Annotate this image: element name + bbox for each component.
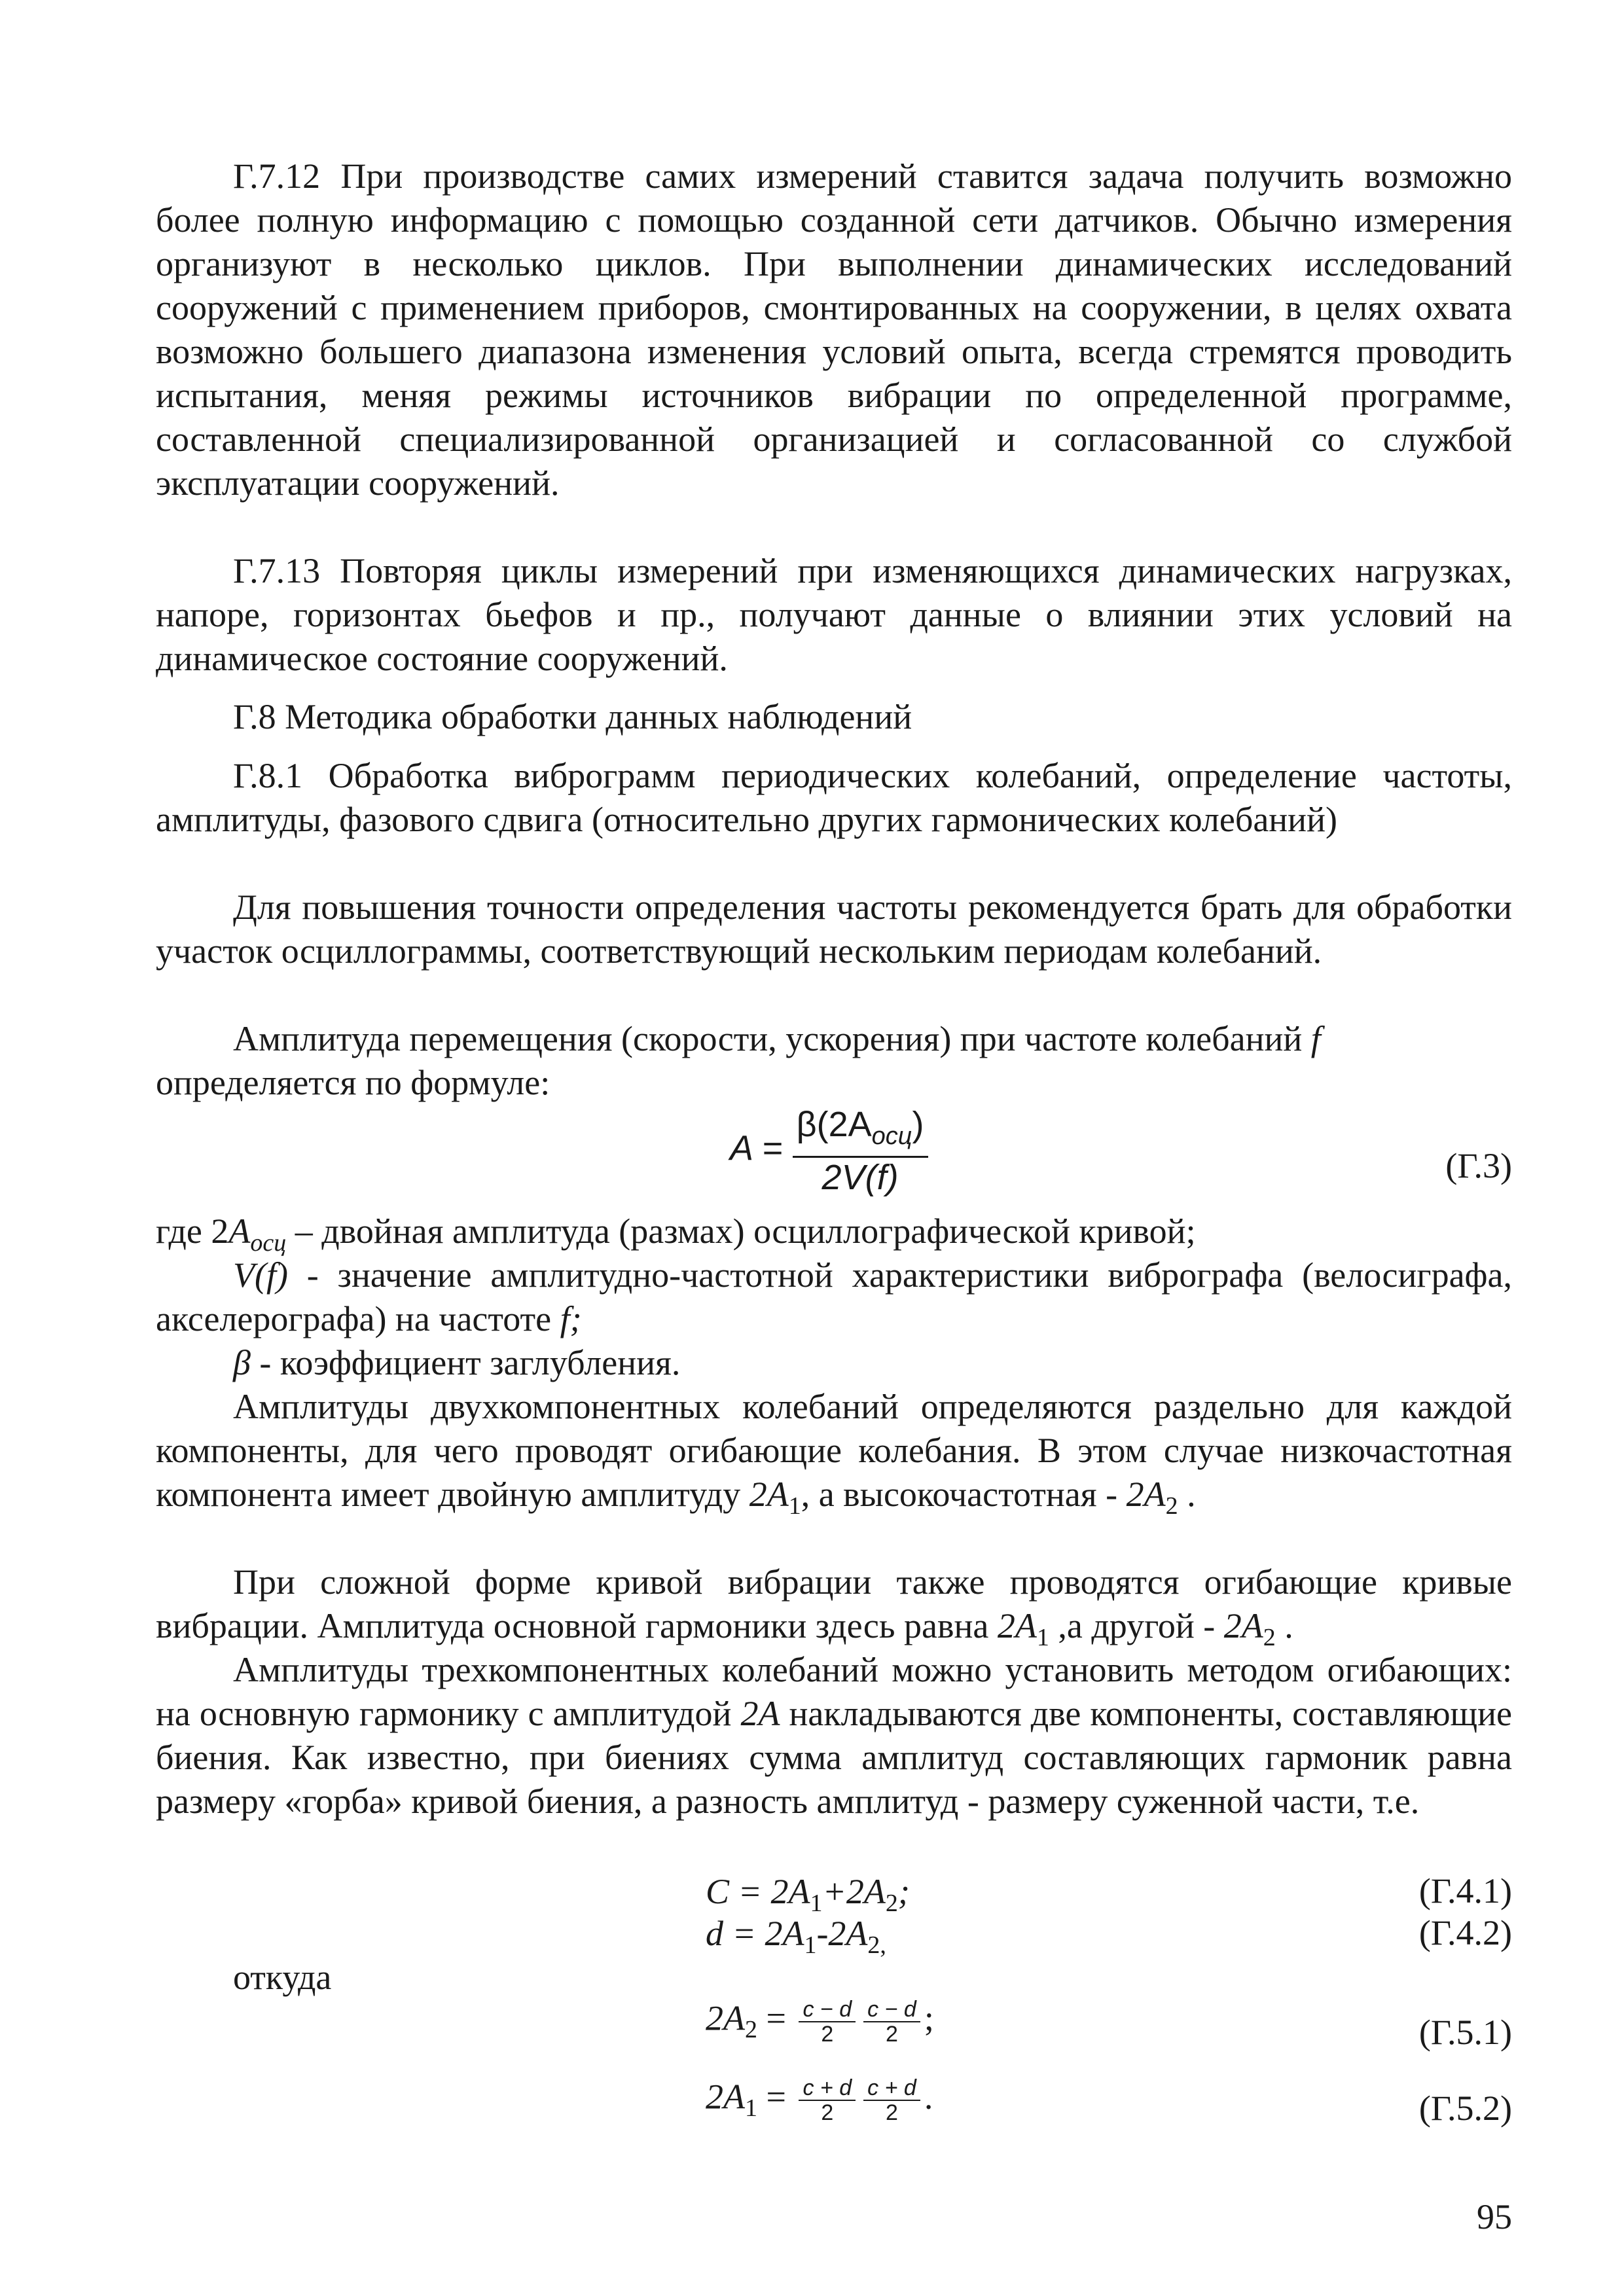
paragraph-g7-13: Г.7.13 Повторяя циклы измерений при изменяющихся динамических нагрузках, напоре, горизонтах бьефов и пр., получают данные о влиянии этих условий на динамическое состояние сооружений. bbox=[156, 551, 1512, 678]
paragraph-g8-1: Г.8.1 Обработка виброграмм периодических колебаний, определение частоты, амплитуды, фазового сдвига (относительно других гармонических колебаний) bbox=[156, 756, 1512, 839]
equation-number-g4-2: (Г.4.2) bbox=[1418, 1913, 1512, 1952]
formula-g5-1-fraction-1: $\frac{c - d}{2}$ bbox=[799, 1998, 856, 2046]
formula-g5-2-fraction-1: $\frac{c + d}{2}$ bbox=[799, 2076, 856, 2125]
paragraph-g7-12: Г.7.12 При производстве самих измерений ставится задача получить возможно более полную информацию с помощью созданной сети датчиков. Обычно измерения организуют в несколько циклов. При выполнении динамических исследований сооружений с применением приборов, смонтированных на сооружении, в целях охвата возможно большего диапазона изменения условий опыта, всегда стремятся проводить испытания, меняя режимы источников вибрации по определенной программе, составленной специализированной организацией и согласованной со службой эксплуатации сооружений. bbox=[156, 156, 1512, 503]
equation-number-g5-2: (Г.5.2) bbox=[1418, 2089, 1512, 2128]
definition-2aosc: где $2A_{осц}$ – двойная амплитуда (размах) осциллографической кривой; bbox=[156, 1211, 1196, 1257]
formula-g3-lhs: A = bbox=[730, 1128, 783, 1168]
paragraph-two-component: Амплитуды двухкомпонентных колебаний определяются раздельно для каждой компоненты, для чего проводят огибающие колебания. В этом случае низкочастотная компонента имеет двойную амплитуду $2A_1$, а высокочастотная - $2A_2$ . bbox=[156, 1387, 1512, 1520]
formula-g4-1: $C = 2A_1+2A_2$; bbox=[706, 1872, 910, 1917]
section-heading-g8: Г.8 Методика обработки данных наблюдений bbox=[233, 697, 912, 736]
equation-number-g4-1: (Г.4.1) bbox=[1418, 1871, 1512, 1910]
definition-beta: β - коэффициент заглубления. bbox=[233, 1343, 681, 1382]
formula-g3-numerator: $\beta(2A_{осц})$ bbox=[793, 1105, 928, 1158]
formula-g3-denominator: 2V(f) bbox=[821, 1157, 899, 1197]
page-number: 95 bbox=[1477, 2197, 1512, 2236]
formula-g5-1: $2A_2$ = $\frac{c - d}{2}$ $\frac{c - d}{2}$ ; bbox=[706, 1997, 934, 2047]
formula-g4-2: $d = 2A_1-2A_{2,}$ bbox=[706, 1914, 886, 1959]
paragraph-amplitude bbox=[156, 1017, 1512, 1061]
formula-g5-1-fraction-2: $\frac{c - d}{2}$ bbox=[863, 1998, 920, 2046]
paragraph-formula-intro: определяется по формуле: bbox=[156, 1063, 550, 1102]
definition-vf: V(f) - значение амплитудно-частотной характеристики вибрографа (велосиграфа, акселерографа) на частоте f; bbox=[156, 1255, 1512, 1338]
paragraph-three-component: Амплитуды трехкомпонентных колебаний можно установить методом огибающих: на основную гармонику с амплитудой 2A накладываются две компоненты, составляющие биения. Как известно, при биениях сумма амплитуд составляющих гармоник равна размеру «горба» кривой биения, а разность амплитуд - размеру суженной части, т.е. bbox=[156, 1650, 1513, 1821]
paragraph-frequency: Для повышения точности определения частоты рекомендуется брать для обработки участок осциллограммы, соответствующий нескольким периодам колебаний. bbox=[156, 888, 1512, 971]
formula-g5-2-fraction-2: $\frac{c + d}{2}$ bbox=[863, 2076, 920, 2125]
formula-g3-fraction bbox=[793, 1105, 928, 1197]
paragraph-complex-form: При сложной форме кривой вибрации также проводятся огибающие кривые вибрации. Амплитуда основной гармоники здесь равна $2A_1$ ,а другой - $2A_2$ . bbox=[156, 1562, 1512, 1651]
frequency-symbol: f bbox=[1310, 1019, 1321, 1058]
formula-g3 bbox=[730, 1105, 928, 1197]
formula-g5-2: $2A_1$ = $\frac{c + d}{2}$ $\frac{c + d}{2}$ . bbox=[706, 2075, 933, 2125]
equation-number-g5-1: (Г.5.1) bbox=[1418, 2013, 1512, 2052]
amplitude-text: Амплитуда перемещения (скорости, ускорения) при частоте колебаний bbox=[233, 1019, 1311, 1058]
equation-number-g3: (Г.3) bbox=[1445, 1146, 1512, 1185]
word-otkuda: откуда bbox=[233, 1958, 332, 1997]
